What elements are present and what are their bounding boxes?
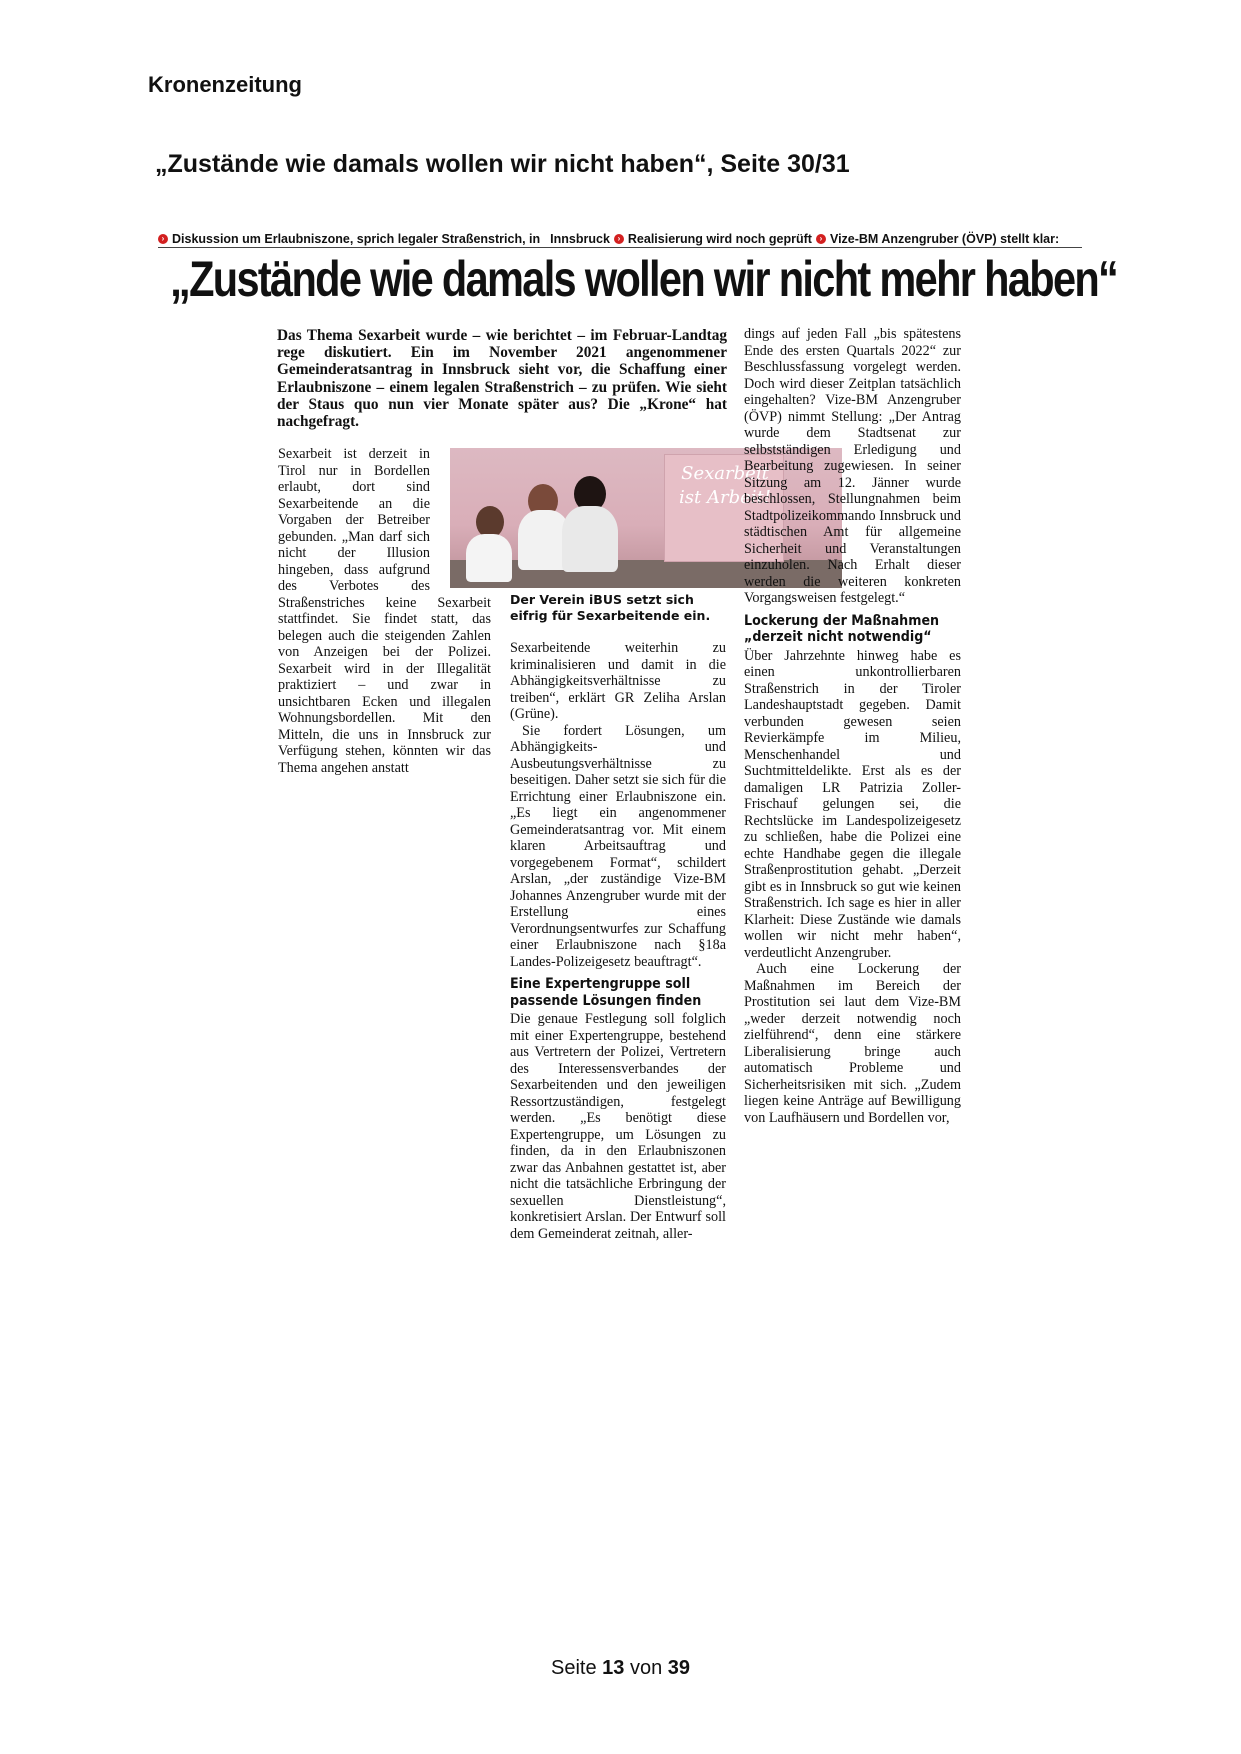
kicker-line [158, 232, 1082, 248]
footer-total-pages: 39 [667, 1657, 691, 1679]
document-title: „Zustände wie damals wollen wir nicht haben“, Seite 30/31 [155, 150, 850, 178]
photo-sign-text: Sexarbeit ist Arbeit! [679, 463, 771, 508]
article-lead: Das Thema Sexarbeit wurde – wie berichtet – im Februar-Landtag rege diskutiert. Ein im November 2021 angenommener Gemeinderatsantrag in Innsbruck sieht vor, die Schaffung einer Erlaubniszone – einem legalen Straßenstrich – zu prüfen. Wie sieht der Staus quo nun vier Monate später aus? Die „Krone“ hat nachgefragt. [277, 327, 727, 431]
photo-figure [466, 534, 512, 582]
column-2-paragraph: Sexarbeitende weiterhin zu kriminalisieren und damit in die Abhängigkeitsverhältnisse zu treiben“, erklärt GR Zeliha Arslan (Grüne). [510, 640, 726, 722]
column-3-subhead: Lockerung der Maßnahmen „derzeit nicht notwendig“ [744, 612, 940, 645]
column-1-text: Sexarbeit ist derzeit in Tirol nur in Bordellen erlaubt, dort sind Sexarbeitende an die Vorgaben der Betreiber gebunden. „Man darf sich nicht der Illusion hingeben, dass aufgrund des Verbotes des Straßenstriches keine Sexarbeit stattfindet. Sie findet statt, das belegen auch die steigenden Zahlen von Anzeigen bei der Polizei. Sexarbeit wird in der Illegalität praktiziert – und zwar in unsichtbaren Ecken und illegalen Wohnungsbordellen. Mit den Mitteln, die uns in Innsbruck zur Verfügung stehen, könnten wir das Thema angehen anstatt [278, 446, 491, 776]
column-3 [744, 326, 961, 1126]
page-footer [0, 1657, 1241, 1680]
kicker-part-4: Vize-BM Anzengruber (ÖVP) stellt klar: [829, 232, 1060, 246]
column-2-paragraph: Sie fordert Lösungen, um Abhängigkeits- und Ausbeutungsverhältnisse zu beseitigen. Daher setzt sie sich für die Errichtung einer Erlaubniszone ein. „Es liegt ein angenommener Gemeinderatsantrag vor. Mit einem klaren Arbeitsauftrag und vorgegebenem Format“, schildert Arslan, „der zuständige Vize-BM Johannes Anzengruber wurde mit der Erstellung eines Verordnungsentwurfes zur Schaffung einer Erlaubniszone nach §18a Landes-Polizeigesetz beauftragt“. [510, 722, 726, 970]
article-headline: „Zustände wie damals wollen wir nicht mehr haben“ [170, 251, 1118, 307]
bullet-icon: › [158, 234, 168, 244]
photo-figure [562, 506, 618, 572]
bullet-icon: › [614, 234, 624, 244]
kicker-part-2: Innsbruck [550, 232, 610, 246]
source-name: Kronenzeitung [148, 72, 302, 97]
column-2-subhead: Eine Expertengruppe soll passende Lösungen finden [510, 976, 702, 1009]
footer-seite: Seite [550, 1657, 597, 1679]
column-3-paragraph: dings auf jeden Fall „bis spätestens Ende des ersten Quartals 2022“ zur Beschlussfassung vorgelegt werden. Doch wird dieser Zeitplan tatsächlich eingehalten? Vize-BM Anzengruber (ÖVP) nimmt Stellung: „Der Antrag wurde dem Stadtsenat zur selbstständigen Erledigung und Bearbeitung zugewiesen. In seiner Sitzung am 12. Jänner wurde beschlossen, Stellungnahmen beim Stadtpolizeikommando Innsbruck und städtischen Amt für allgemeine Sicherheit und Veranstaltungen einzuholen. Nach Erhalt dieser werden die weiteren konkreten Vorgangsweisen festgelegt.“ [744, 326, 961, 606]
photo-caption: Der Verein iBUS setzt sich eifrig für Sexarbeitende ein. [510, 592, 711, 623]
kicker-part-1: Diskussion um Erlaubniszone, sprich legaler Straßenstrich, in [172, 232, 541, 246]
bullet-icon: › [816, 234, 826, 244]
kicker-part-3: Realisierung wird noch geprüft [627, 232, 812, 246]
column-3-paragraph: Auch eine Lockerung der Maßnahmen im Bereich der Prostitution sei laut dem Vize-BM „weder derzeit notwendig noch zielführend“, denn eine stärkere Liberalisierung bringe auch automatisch Probleme und Sicherheitsrisiken mit sich. „Zudem liegen keine Anträge auf Bewilligung von Laufhäusern und Bordellen vor, [744, 961, 961, 1126]
footer-page-number: 13 [602, 1657, 625, 1679]
column-2-paragraph: Die genaue Festlegung soll folglich mit einer Expertengruppe, bestehend aus Vertretern der Polizei, Vertretern des Interessensverbandes der Sexarbeitenden und den jeweiligen Ressortzuständigen, festgelegt werden. „Es benötigt diese Expertengruppe, um Lösungen zu finden, da in den Erlaubniszonen zwar das Anbahnen gestattet ist, aber nicht die tatsächliche Erbringung der sexuellen Dienstleistung“, konkretisiert Arslan. Der Entwurf soll dem Gemeinderat zeitnah, aller- [510, 1011, 726, 1242]
column-2 [510, 640, 726, 1242]
footer-von: von [629, 1657, 663, 1679]
column-3-paragraph: Über Jahrzehnte hinweg habe es einen unkontrollierbaren Straßenstrich in der Tiroler Landeshauptstadt gegeben. Damit verbunden gewesen seien Revierkämpfe im Milieu, Menschenhandel und Suchtmitteldelikte. Erst als es der damaligen LR Patrizia Zoller-Frischauf gelungen sei, die Rechtslücke im Landespolizeigesetz zu schließen, habe die Polizei eine echte Handhabe gegen die illegale Straßenprostitution gehabt. „Derzeit gibt es in Innsbruck so gut wie keinen Straßenstrich. Ich sage es hier in aller Klarheit: Diese Zustände wie damals wollen wir nicht mehr haben“, verdeutlicht Anzengruber. [744, 647, 961, 961]
